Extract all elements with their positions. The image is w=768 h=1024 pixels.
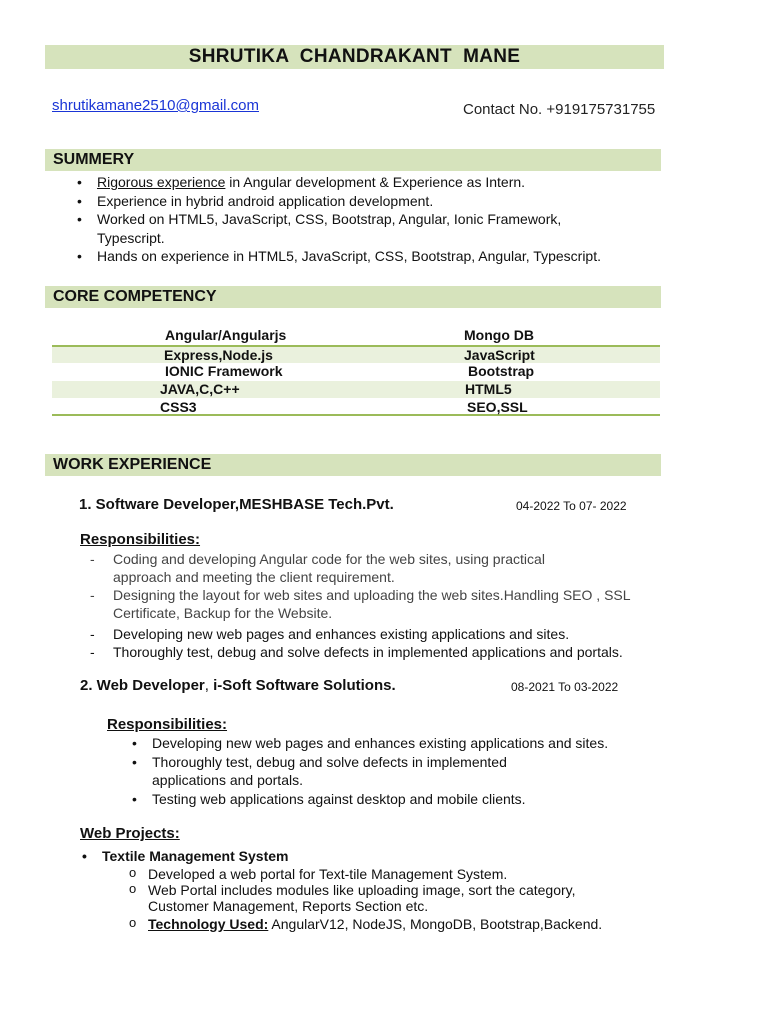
job-company: i-Soft Software Solutions.	[213, 677, 396, 694]
summary-text: Worked on HTML5, JavaScript, CSS, Bootstrap, Angular, Ionic Framework, Typescript.	[97, 211, 562, 246]
summary-underlined-text: Rigorous experience	[97, 174, 226, 190]
tech-value: AngularV12, NodeJS, MongoDB, Bootstrap,Backend.	[268, 916, 603, 932]
responsibility-item: • Developing new web pages and enhances existing applications and sites.	[130, 734, 650, 753]
summary-text: Hands on experience in HTML5, JavaScript, CSS, Bootstrap, Angular, Typescript.	[97, 248, 601, 264]
competency-divider	[52, 345, 660, 347]
job-responsibilities	[89, 625, 669, 661]
responsibility-item: • Testing web applications against desktop and mobile clients.	[130, 790, 650, 809]
competency-cell: JavaScript	[464, 347, 535, 363]
responsibility-item: - Coding and developing Angular code for the web sites, using practical approach and meeting the client requirement.	[89, 550, 583, 586]
job-title	[80, 677, 396, 694]
competency-cell: Angular/Angularjs	[165, 327, 287, 343]
responsibilities-label: Responsibilities:	[107, 716, 228, 733]
competency-heading-text: CORE COMPETENCY	[53, 288, 217, 305]
summary-heading-text: SUMMERY	[53, 151, 135, 168]
job-responsibilities	[89, 550, 649, 622]
work-heading	[45, 454, 661, 476]
projects-label: Web Projects:	[80, 825, 180, 842]
summary-heading	[45, 149, 661, 171]
summary-item	[75, 192, 665, 211]
tech-label: Technology Used:	[148, 916, 269, 932]
summary-text: in Angular development & Experience as Intern.	[225, 174, 526, 190]
competency-cell: CSS3	[160, 399, 197, 415]
responsibility-item: - Designing the layout for web sites and uploading the web sites.Handling SEO , SSL Certificate, Backup for the Website.	[89, 586, 643, 622]
project-details	[129, 866, 629, 932]
project-detail-item: o Web Portal includes modules like uploading image, sort the category, Customer Management, Reports Section etc.	[129, 882, 618, 914]
work-heading-text: WORK EXPERIENCE	[53, 456, 212, 473]
projects-list	[80, 847, 640, 866]
summary-item	[75, 210, 617, 247]
competency-stripe	[52, 381, 660, 398]
responsibility-item: - Developing new web pages and enhances existing applications and sites.	[89, 625, 669, 643]
job-title-separator: ,	[204, 677, 214, 694]
job-dates: 04-2022 To 07- 2022	[516, 499, 627, 513]
competency-cell: JAVA,C,C++	[160, 381, 240, 397]
competency-cell: HTML5	[465, 381, 512, 397]
competency-divider	[52, 414, 660, 416]
candidate-name: SHRUTIKA CHANDRAKANT MANE	[188, 46, 521, 67]
summary-text: Experience in hybrid android application development.	[97, 192, 434, 209]
responsibility-item: • Thoroughly test, debug and solve defects in implemented applications and portals.	[130, 753, 532, 790]
competency-cell: Mongo DB	[464, 327, 534, 343]
job-dates: 08-2021 To 03-2022	[511, 680, 619, 694]
project-tech-item	[129, 916, 629, 932]
summary-item	[75, 247, 665, 266]
responsibilities-label: Responsibilities:	[80, 531, 201, 548]
contact-number: Contact No. +919175731755	[463, 101, 656, 118]
project-detail-item: o Developed a web portal for Text-tile Management System.	[129, 866, 629, 882]
competency-cell: IONIC Framework	[165, 363, 283, 379]
summary-list	[75, 173, 665, 266]
competency-cell: Bootstrap	[468, 363, 535, 379]
competency-heading	[45, 286, 661, 308]
competency-stripe	[52, 346, 660, 363]
competency-cell: SEO,SSL	[467, 399, 528, 415]
email-link[interactable]: shrutikamane2510@gmail.com	[52, 97, 259, 114]
job-title: 1. Software Developer,MESHBASE Tech.Pvt.	[79, 496, 394, 513]
job-role: 2. Web Developer	[80, 677, 205, 694]
summary-item	[75, 173, 665, 192]
project-name: • Textile Management System	[80, 847, 640, 866]
competency-cell: Express,Node.js	[164, 347, 273, 363]
responsibility-item: - Thoroughly test, debug and solve defects in implemented applications and portals.	[89, 643, 669, 661]
job-responsibilities	[130, 734, 650, 808]
